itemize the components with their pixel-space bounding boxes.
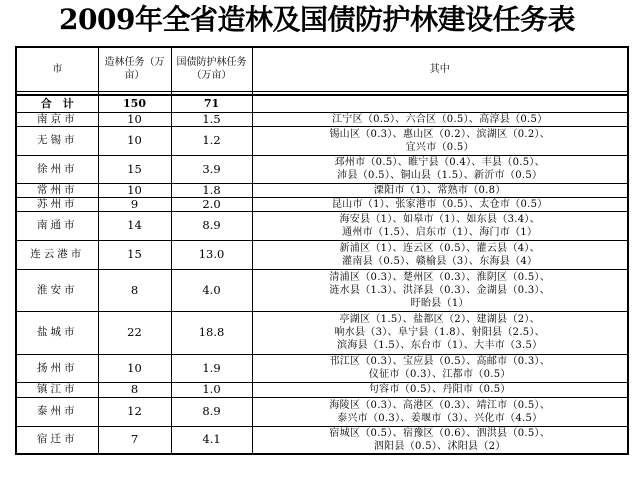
detail-line: 海陵区（0.3）、高港区（0.3）、靖江市（0.5）、 <box>329 399 551 411</box>
total-afforestation: 150 <box>98 95 171 112</box>
total-detail <box>252 95 628 112</box>
afforestation-cell: 14 <box>98 211 171 240</box>
city-cell: 泰州市 <box>16 397 98 426</box>
detail-line: 昆山市（1）、张家港市（0.5）、太仓市（0.5） <box>331 198 548 210</box>
city-cell: 无锡市 <box>16 126 98 155</box>
total-row <box>16 95 628 112</box>
table-row <box>16 240 628 269</box>
detail-line: 通州市（1.5）、启东市（1）、海门市（1） <box>342 226 538 238</box>
detail-cell <box>252 112 628 126</box>
detail-cell <box>252 240 628 269</box>
table-row <box>16 183 628 197</box>
detail-cell <box>252 155 628 183</box>
afforestation-cell: 15 <box>98 240 171 269</box>
detail-cell <box>252 269 628 311</box>
afforestation-cell: 8 <box>98 382 171 397</box>
table-row <box>16 155 628 183</box>
header-bond: 国债防护林任务（万亩） <box>171 47 252 91</box>
detail-line: 灌南县（0.5）、赣榆县（3）、东海县（4） <box>342 255 538 267</box>
detail-line: 滨海县（1.5）、东台市（1）、大丰市（3.5） <box>337 340 543 351</box>
detail-cell <box>252 211 628 240</box>
detail-line: 锡山区（0.3）、惠山区（0.2）、滨湖区（0.2）、 <box>329 128 551 140</box>
header-city: 市 <box>16 47 98 91</box>
bond-cell: 2.0 <box>171 197 252 211</box>
afforestation-cell: 8 <box>98 269 171 311</box>
detail-cell <box>252 426 628 454</box>
city-cell: 常州市 <box>16 183 98 197</box>
task-table <box>15 46 629 455</box>
detail-line: 邗江区（0.3）、宝应县（0.5）、高邮市（0.3）、 <box>329 356 551 367</box>
table-row <box>16 382 628 397</box>
city-cell: 徐州市 <box>16 155 98 183</box>
bond-cell: 4.1 <box>171 426 252 454</box>
afforestation-cell: 10 <box>98 126 171 155</box>
city-cell: 南京市 <box>16 112 98 126</box>
bond-cell: 1.9 <box>171 354 252 382</box>
city-cell: 扬州市 <box>16 354 98 382</box>
bond-cell: 1.0 <box>171 382 252 397</box>
city-cell: 盐城市 <box>16 311 98 354</box>
detail-line: 句容市（0.5）、丹阳市（0.5） <box>368 384 511 395</box>
detail-line: 邳州市（0.5）、睢宁县（0.4）、丰县（0.5）、 <box>334 157 545 168</box>
table-row <box>16 126 628 155</box>
bond-cell: 8.9 <box>171 211 252 240</box>
table-row <box>16 397 628 426</box>
city-cell: 宿迁市 <box>16 426 98 454</box>
detail-line: 溧阳市（1）、常熟市（0.8） <box>373 184 506 196</box>
detail-cell <box>252 311 628 354</box>
bond-cell: 1.5 <box>171 112 252 126</box>
detail-line: 涟水县（1.3）、洪泽县（0.3）、金湖县（0.3）、 <box>329 284 551 296</box>
detail-line: 清浦区（0.3）、楚州区（0.3）、淮阴区（0.5）、 <box>329 271 551 283</box>
bond-cell: 1.8 <box>171 183 252 197</box>
header-afforestation: 造林任务（万亩） <box>98 47 171 91</box>
table-row <box>16 269 628 311</box>
detail-cell <box>252 183 628 197</box>
detail-line: 亭湖区（1.5）、盐都区（2）、建湖县（2）、 <box>339 314 541 325</box>
detail-line: 海安县（1）、如皋市（1）、如东县（3.4）、 <box>339 213 541 225</box>
detail-line: 盱眙县（1） <box>410 297 469 309</box>
table-body <box>16 47 628 454</box>
bond-cell: 13.0 <box>171 240 252 269</box>
afforestation-cell: 10 <box>98 354 171 382</box>
table-row <box>16 197 628 211</box>
detail-line: 泰兴市（0.3）、姜堰市（3）、兴化市（4.5） <box>337 412 543 424</box>
city-cell: 苏州市 <box>16 197 98 211</box>
detail-cell <box>252 197 628 211</box>
detail-line: 仪征市（0.3）、江都市（0.5） <box>368 369 511 380</box>
detail-line: 沛县（0.5）、铜山县（1.5）、新沂市（0.5） <box>337 170 543 181</box>
bond-cell: 18.8 <box>171 311 252 354</box>
afforestation-cell: 10 <box>98 112 171 126</box>
afforestation-cell: 7 <box>98 426 171 454</box>
table-row <box>16 112 628 126</box>
bond-cell: 8.9 <box>171 397 252 426</box>
detail-cell <box>252 397 628 426</box>
detail-cell <box>252 354 628 382</box>
total-label: 合 计 <box>16 95 98 112</box>
bond-cell: 4.0 <box>171 269 252 311</box>
detail-line: 宜兴市（0.5） <box>405 141 474 153</box>
total-bond: 71 <box>171 95 252 112</box>
detail-line: 新浦区（1）、连云区（0.5）、灌云县（4）、 <box>339 242 541 254</box>
afforestation-cell: 12 <box>98 397 171 426</box>
city-cell: 南通市 <box>16 211 98 240</box>
afforestation-cell: 9 <box>98 197 171 211</box>
table-row <box>16 426 628 454</box>
detail-cell <box>252 126 628 155</box>
city-cell: 连云港市 <box>16 240 98 269</box>
detail-line: 响水县（3）、阜宁县（1.8）、射阳县（2.5）、 <box>334 327 546 338</box>
city-cell: 淮安市 <box>16 269 98 311</box>
table-row <box>16 211 628 240</box>
header-row <box>16 47 628 91</box>
detail-cell <box>252 382 628 397</box>
bond-cell: 1.2 <box>171 126 252 155</box>
afforestation-cell: 10 <box>98 183 171 197</box>
detail-line: 宿城区（0.5）、宿豫区（0.6）、泗洪县（0.5）、 <box>329 427 551 439</box>
detail-line: 泗阳县（0.5）、沭阳县（2） <box>373 440 506 452</box>
detail-line: 江宁区（0.5）、六合区（0.5）、高淳县（0.5） <box>331 113 548 125</box>
table-row <box>16 354 628 382</box>
table-title: 2009年全省造林及国债防护林建设任务表 <box>59 3 575 36</box>
bond-cell: 3.9 <box>171 155 252 183</box>
afforestation-cell: 22 <box>98 311 171 354</box>
city-cell: 镇江市 <box>16 382 98 397</box>
header-detail: 其中 <box>252 47 628 91</box>
table-row <box>16 311 628 354</box>
afforestation-cell: 15 <box>98 155 171 183</box>
